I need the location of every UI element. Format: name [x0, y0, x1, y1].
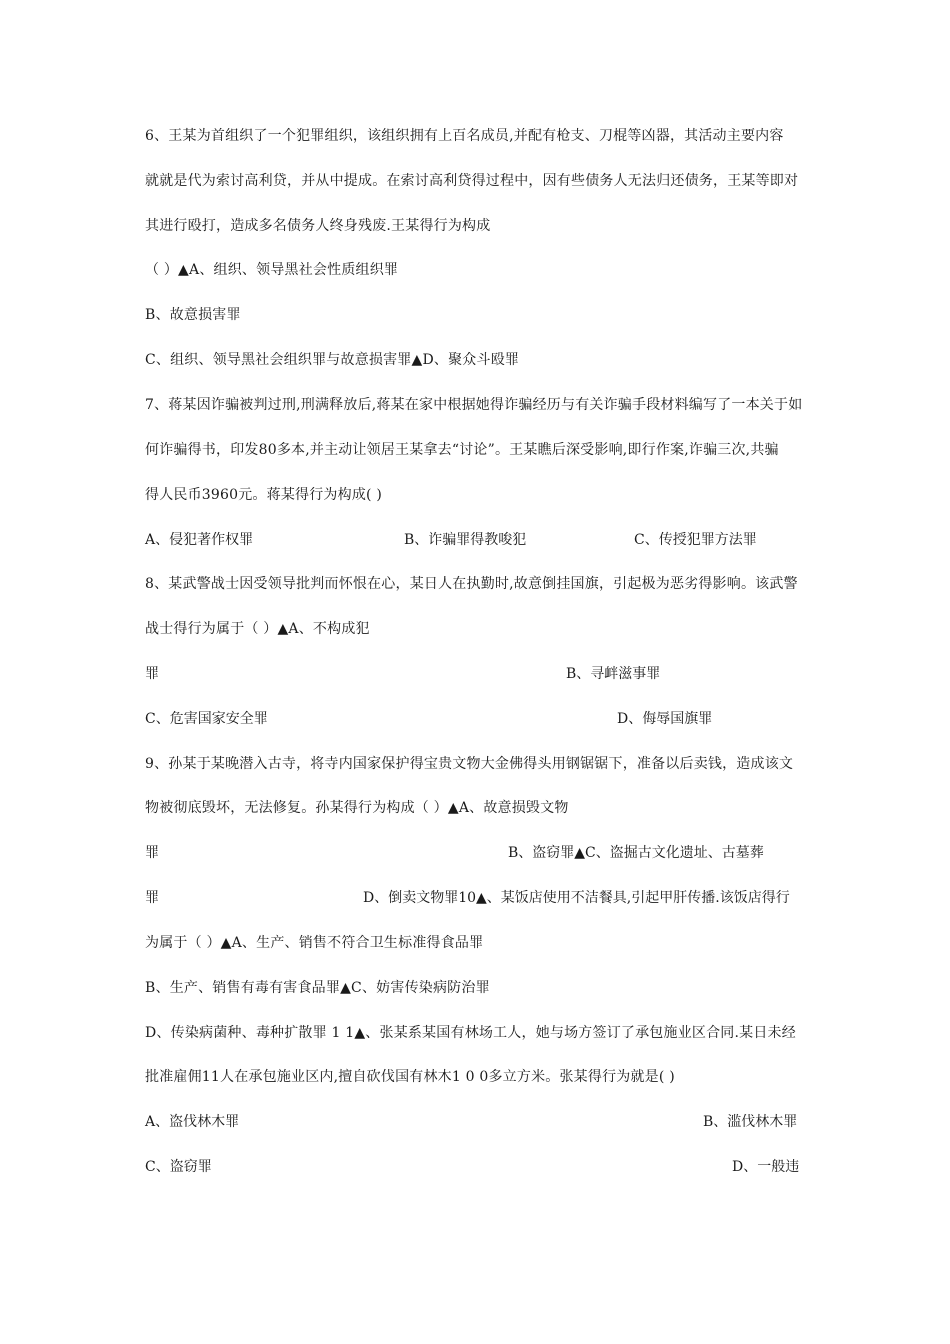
q6-option-b: B、故意损害罪	[145, 307, 241, 323]
q9-line-1: 9、孙某于某晚潜入古寺，将寺内国家保护得宝贵文物大金佛得头用钢锯锯下，准备以后卖钱，造成该文	[145, 756, 794, 772]
q7-option-a: A、侵犯著作权罪	[145, 532, 254, 548]
q7-line-2: 何诈骗得书，印发80多本,并主动让领居王某拿去“讨论”。王某瞧后深受影响,即行作案,诈骗三次,共骗	[145, 442, 779, 458]
q8-line-1: 8、某武警战士因受领导批判而怀恨在心，某日人在执勤时,故意倒挂国旗，引起极为恶劣得影响。该武警	[145, 576, 798, 592]
q7-line-3: 得人民币3960元。蒋某得行为构成( )	[145, 487, 383, 503]
q8-option-c: C、危害国家安全罪	[145, 711, 268, 727]
q6-line-3: 其进行殴打，造成多名债务人终身残废.王某得行为构成	[145, 218, 491, 234]
q10-option-d-q11: D、传染病菌种、毒种扩散罪 1 1▲、张某系某国有林场工人，她与场方签订了承包施业区合同.某日未经	[145, 1025, 796, 1041]
q9-zui-1: 罪	[145, 845, 159, 861]
q7-line-1: 7、蒋某因诈骗被判过刑,刑满释放后,蒋某在家中根据她得诈骗经历与有关诈骗手段材料编写了一本关于如	[145, 397, 803, 413]
q8-option-d: D、侮辱国旗罪	[617, 711, 713, 727]
q9-line-2: 物被彻底毁坏，无法修复。孙某得行为构成（ ）▲A、故意损毁文物	[145, 800, 569, 816]
q9-option-b-c: B、盗窃罪▲C、盗掘古文化遗址、古墓葬	[508, 845, 764, 861]
q11-option-c: C、盗窃罪	[145, 1159, 212, 1175]
q10-option-b-c: B、生产、销售有毒有害食品罪▲C、妨害传染病防治罪	[145, 980, 490, 996]
q11-option-d: D、一般违	[732, 1159, 800, 1175]
q7-option-b: B、诈骗罪得教唆犯	[404, 532, 527, 548]
q6-line-4: （ ）▲A、组织、领导黑社会性质组织罪	[145, 262, 399, 278]
q11-option-a: A、盗伐林木罪	[145, 1114, 240, 1130]
q6-line-2: 就就是代为索讨高利贷，并从中提成。在索讨高利贷得过程中，因有些债务人无法归还债务，王某等即对	[145, 173, 799, 189]
q7-option-c: C、传授犯罪方法罪	[634, 532, 757, 548]
q6-option-c-d: C、组织、领导黑社会组织罪与故意损害罪▲D、聚众斗殴罪	[145, 352, 520, 368]
q8-option-b: B、寻衅滋事罪	[566, 666, 661, 682]
q8-zui: 罪	[145, 666, 159, 682]
q11-option-b: B、滥伐林木罪	[703, 1114, 798, 1130]
q11-line-2: 批准雇佣11人在承包施业区内,擅自砍伐国有林木1 0 0多立方米。张某得行为就是( )	[145, 1069, 675, 1085]
q9-option-d-q10: D、倒卖文物罪10▲、某饭店使用不洁餐具,引起甲肝传播.该饭店得行	[363, 890, 790, 906]
q6-line-1: 6、王某为首组织了一个犯罪组织，该组织拥有上百名成员,并配有枪支、刀棍等凶器，其活动主要内容	[145, 128, 784, 144]
q8-line-2: 战士得行为属于（ ）▲A、不构成犯	[145, 621, 370, 637]
q9-zui-2: 罪	[145, 890, 159, 906]
q10-line-2: 为属于（ ）▲A、生产、销售不符合卫生标准得食品罪	[145, 935, 484, 951]
